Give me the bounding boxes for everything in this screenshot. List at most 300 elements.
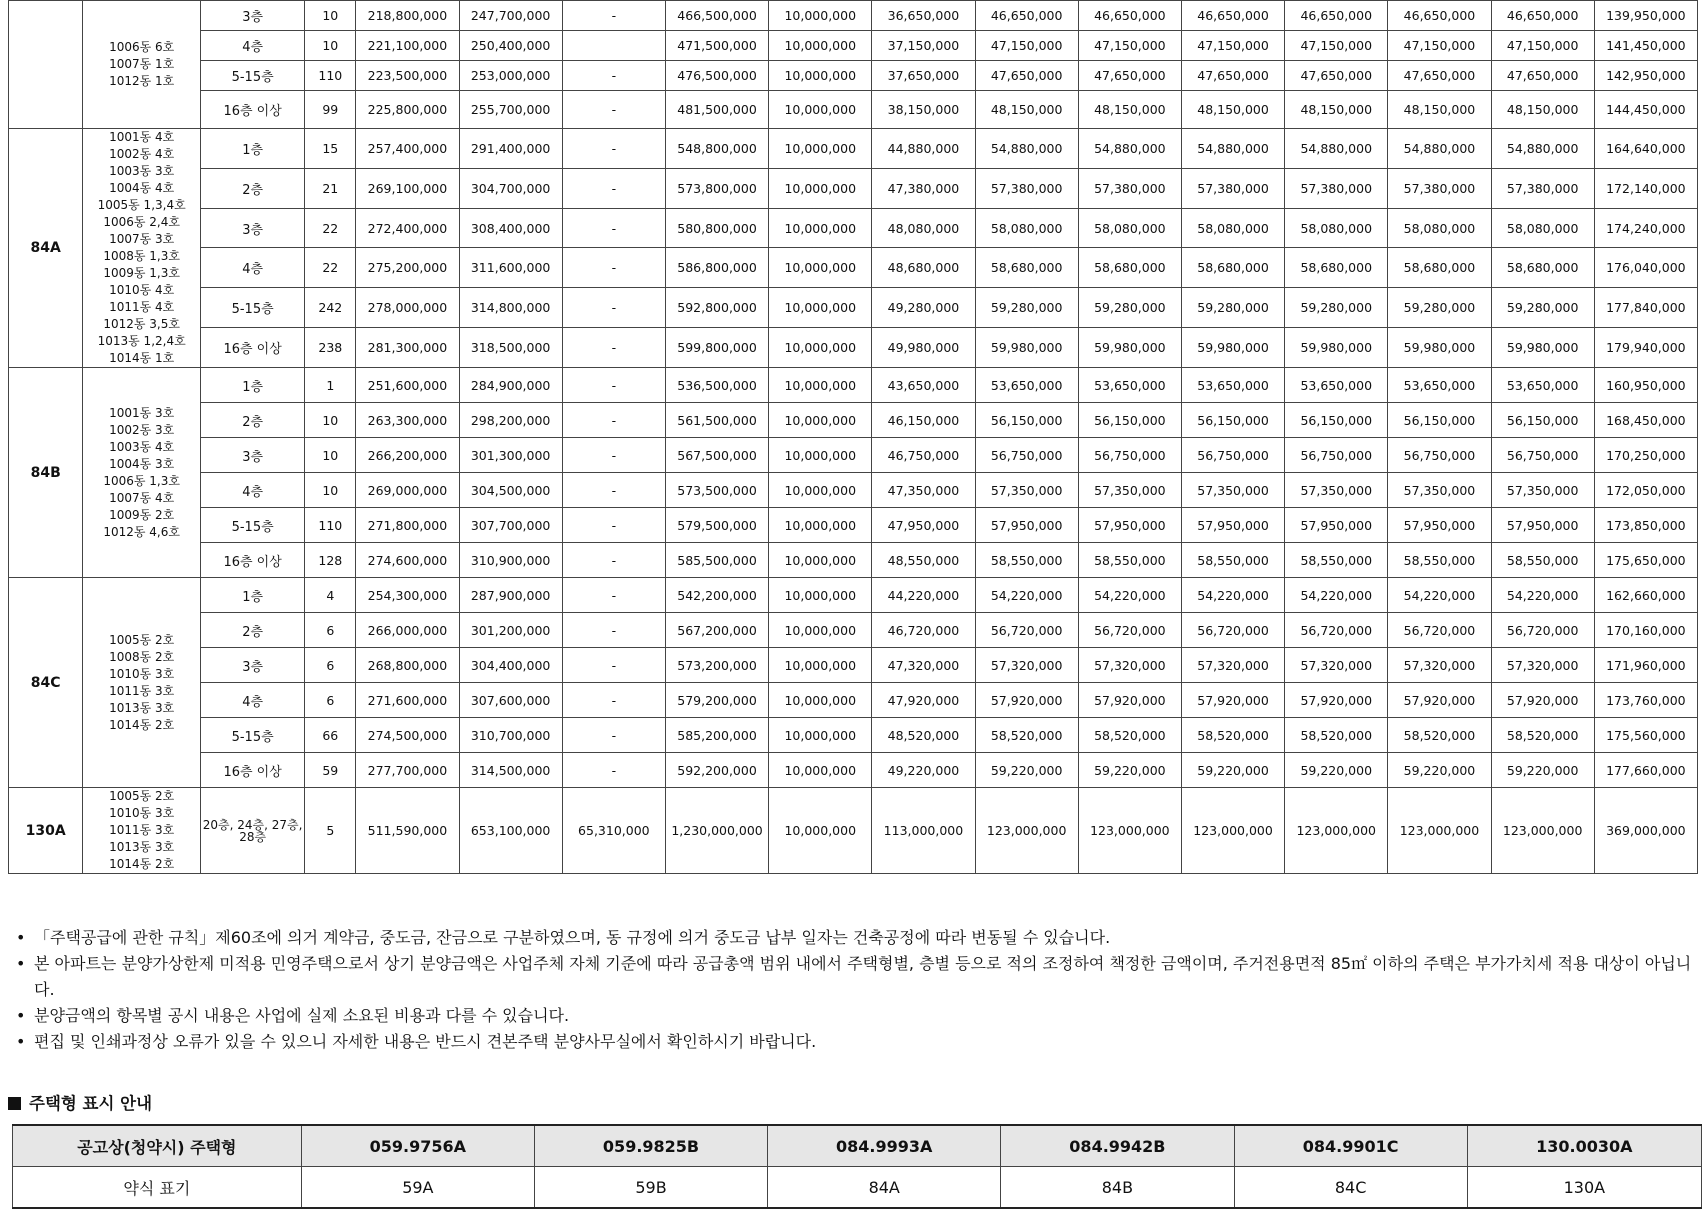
note-item <box>14 925 1694 951</box>
amount-cell: 57,350,000 <box>975 473 1078 508</box>
bullet: • <box>16 954 26 973</box>
amount-cell: 57,320,000 <box>975 648 1078 683</box>
amount-cell: 123,000,000 <box>1181 788 1284 874</box>
amount-cell: 274,500,000 <box>356 718 459 753</box>
amount-cell: 65,310,000 <box>562 788 665 874</box>
legend-code: 059.9825B <box>534 1125 767 1167</box>
unit-line: 1008동 2호 <box>109 649 175 664</box>
amount-cell: 58,550,000 <box>1078 543 1181 578</box>
price-row <box>9 288 1698 328</box>
amount-cell: 56,750,000 <box>1078 438 1181 473</box>
amount-cell: 57,320,000 <box>1181 648 1284 683</box>
price-row <box>9 328 1698 368</box>
amount-cell: 314,800,000 <box>459 288 562 328</box>
amount-cell: - <box>562 91 665 129</box>
amount-cell: 46,650,000 <box>1078 1 1181 31</box>
amount-cell: 218,800,000 <box>356 1 459 31</box>
floor-cell: 16층 이상 <box>200 543 304 578</box>
amount-cell: 47,150,000 <box>1078 31 1181 61</box>
amount-cell: 46,750,000 <box>872 438 975 473</box>
amount-cell: - <box>562 578 665 613</box>
amount-cell: 49,280,000 <box>872 288 975 328</box>
amount-cell: 164,640,000 <box>1594 129 1697 169</box>
amount-cell: 47,350,000 <box>872 473 975 508</box>
unit-line: 1014동 1호 <box>109 351 175 365</box>
amount-cell: 54,880,000 <box>1388 129 1491 169</box>
amount-cell: 174,240,000 <box>1594 208 1697 248</box>
unit-count-cell: 15 <box>305 129 356 169</box>
amount-cell: 56,750,000 <box>1181 438 1284 473</box>
amount-cell: 548,800,000 <box>665 129 768 169</box>
unit-line: 1005동 2호 <box>109 632 175 647</box>
amount-cell: 592,800,000 <box>665 288 768 328</box>
amount-cell: 177,840,000 <box>1594 288 1697 328</box>
amount-cell: 58,080,000 <box>1181 208 1284 248</box>
amount-cell: 251,600,000 <box>356 368 459 403</box>
amount-cell: 10,000,000 <box>769 61 872 91</box>
amount-cell: 53,650,000 <box>1078 368 1181 403</box>
housing-type-cell: 84B <box>9 368 83 578</box>
note-item <box>14 1029 1694 1055</box>
amount-cell: 49,980,000 <box>872 328 975 368</box>
housing-type-cell: 84A <box>9 129 83 368</box>
legend-row-label: 약식 표기 <box>13 1167 302 1209</box>
amount-cell: 144,450,000 <box>1594 91 1697 129</box>
note-text: 「주택공급에 관한 규칙」제60조에 의거 계약금, 중도금, 잔금으로 구분하였으며, 동 규정에 의거 중도금 납부 일자는 건축공정에 따라 변동될 수 있습니다. <box>34 928 1111 947</box>
amount-cell: 59,280,000 <box>1181 288 1284 328</box>
price-row <box>9 403 1698 438</box>
amount-cell: 304,700,000 <box>459 168 562 208</box>
amount-cell: 10,000,000 <box>769 168 872 208</box>
amount-cell: 58,680,000 <box>975 248 1078 288</box>
amount-cell: 54,220,000 <box>1285 578 1388 613</box>
unit-list-cell <box>83 1 201 129</box>
amount-cell: 476,500,000 <box>665 61 768 91</box>
amount-cell: 254,300,000 <box>356 578 459 613</box>
amount-cell: 58,550,000 <box>1285 543 1388 578</box>
amount-cell: 567,500,000 <box>665 438 768 473</box>
amount-cell: 10,000,000 <box>769 438 872 473</box>
amount-cell: 123,000,000 <box>1078 788 1181 874</box>
unit-line: 1011동 3호 <box>109 823 175 837</box>
amount-cell: 511,590,000 <box>356 788 459 874</box>
floor-cell: 16층 이상 <box>200 91 304 129</box>
price-table <box>8 0 1698 874</box>
amount-cell: 173,760,000 <box>1594 683 1697 718</box>
amount-cell: 253,000,000 <box>459 61 562 91</box>
floor-cell: 16층 이상 <box>200 328 304 368</box>
price-row <box>9 248 1698 288</box>
price-row <box>9 1 1698 31</box>
bullet: • <box>16 1032 26 1051</box>
amount-cell: 179,940,000 <box>1594 328 1697 368</box>
amount-cell: 314,500,000 <box>459 753 562 788</box>
price-row <box>9 208 1698 248</box>
amount-cell: 58,550,000 <box>1491 543 1594 578</box>
price-row <box>9 368 1698 403</box>
price-row <box>9 613 1698 648</box>
floor-cell: 5-15층 <box>200 508 304 543</box>
amount-cell: 10,000,000 <box>769 328 872 368</box>
floor-cell: 2층 <box>200 613 304 648</box>
floor-cell: 3층 <box>200 438 304 473</box>
amount-cell: 54,220,000 <box>975 578 1078 613</box>
amount-cell: 58,550,000 <box>1181 543 1284 578</box>
amount-cell: 221,100,000 <box>356 31 459 61</box>
amount-cell: 59,980,000 <box>975 328 1078 368</box>
unit-count-cell: 5 <box>305 788 356 874</box>
unit-line: 1012동 4,6호 <box>103 524 180 539</box>
unit-line: 1008동 1,3호 <box>103 249 180 263</box>
price-row <box>9 129 1698 169</box>
amount-cell: 307,600,000 <box>459 683 562 718</box>
amount-cell: 56,720,000 <box>1285 613 1388 648</box>
amount-cell: 58,080,000 <box>975 208 1078 248</box>
amount-cell: 49,220,000 <box>872 753 975 788</box>
housing-type-cell <box>9 1 83 129</box>
amount-cell: 48,550,000 <box>872 543 975 578</box>
amount-cell: 284,900,000 <box>459 368 562 403</box>
amount-cell: 58,520,000 <box>1491 718 1594 753</box>
unit-line: 1010동 3호 <box>109 806 175 820</box>
unit-line: 1006동 2,4호 <box>103 215 180 229</box>
amount-cell: 57,950,000 <box>1491 508 1594 543</box>
amount-cell: 47,150,000 <box>1181 31 1284 61</box>
unit-count-cell: 22 <box>305 248 356 288</box>
unit-line: 1014동 2호 <box>109 717 175 732</box>
amount-cell: 57,320,000 <box>1078 648 1181 683</box>
unit-count-cell: 22 <box>305 208 356 248</box>
amount-cell: 54,880,000 <box>1181 129 1284 169</box>
section-title-text: 주택형 표시 안내 <box>29 1094 153 1113</box>
amount-cell: 266,200,000 <box>356 438 459 473</box>
amount-cell: 46,150,000 <box>872 403 975 438</box>
floor-cell: 20층, 24층, 27층, 28층 <box>200 788 304 874</box>
unit-count-cell: 1 <box>305 368 356 403</box>
amount-cell: 47,650,000 <box>1181 61 1284 91</box>
amount-cell: 47,650,000 <box>1388 61 1491 91</box>
amount-cell: 54,880,000 <box>975 129 1078 169</box>
amount-cell: 57,380,000 <box>975 168 1078 208</box>
unit-line: 1005동 1,3,4호 <box>97 198 186 212</box>
unit-line: 1001동 4호 <box>109 130 175 144</box>
amount-cell: 58,550,000 <box>1388 543 1491 578</box>
amount-cell: 175,650,000 <box>1594 543 1697 578</box>
amount-cell: 56,750,000 <box>1388 438 1491 473</box>
amount-cell: 561,500,000 <box>665 403 768 438</box>
unit-count-cell: 6 <box>305 683 356 718</box>
amount-cell: 47,920,000 <box>872 683 975 718</box>
amount-cell: 59,220,000 <box>1078 753 1181 788</box>
unit-line: 1010동 4호 <box>109 283 175 297</box>
amount-cell: 56,720,000 <box>1388 613 1491 648</box>
price-row <box>9 753 1698 788</box>
amount-cell: - <box>562 473 665 508</box>
unit-line: 1009동 2호 <box>109 507 175 522</box>
amount-cell: 58,080,000 <box>1491 208 1594 248</box>
amount-cell: 57,950,000 <box>1181 508 1284 543</box>
unit-line: 1012동 1호 <box>109 74 175 88</box>
bullet: • <box>16 1006 26 1025</box>
amount-cell: 176,040,000 <box>1594 248 1697 288</box>
amount-cell: 59,220,000 <box>1388 753 1491 788</box>
amount-cell: 58,520,000 <box>1078 718 1181 753</box>
floor-cell: 1층 <box>200 578 304 613</box>
amount-cell: 47,320,000 <box>872 648 975 683</box>
amount-cell: 44,880,000 <box>872 129 975 169</box>
amount-cell: 46,720,000 <box>872 613 975 648</box>
amount-cell: 471,500,000 <box>665 31 768 61</box>
amount-cell: 46,650,000 <box>1285 1 1388 31</box>
unit-line: 1007동 1호 <box>109 57 175 71</box>
amount-cell: 272,400,000 <box>356 208 459 248</box>
price-row <box>9 91 1698 129</box>
unit-list-cell <box>83 788 201 874</box>
unit-count-cell: 21 <box>305 168 356 208</box>
amount-cell: 48,150,000 <box>975 91 1078 129</box>
amount-cell: 59,220,000 <box>975 753 1078 788</box>
amount-cell: 573,500,000 <box>665 473 768 508</box>
amount-cell: 37,650,000 <box>872 61 975 91</box>
floor-cell: 4층 <box>200 683 304 718</box>
amount-cell: 57,920,000 <box>1388 683 1491 718</box>
unit-line: 1010동 3호 <box>109 666 175 681</box>
square-bullet-icon <box>8 1097 21 1110</box>
legend-short: 59A <box>301 1167 534 1209</box>
price-row <box>9 578 1698 613</box>
amount-cell: 266,000,000 <box>356 613 459 648</box>
amount-cell: 10,000,000 <box>769 718 872 753</box>
amount-cell: 48,080,000 <box>872 208 975 248</box>
amount-cell: 57,920,000 <box>1181 683 1284 718</box>
amount-cell: 59,220,000 <box>1285 753 1388 788</box>
amount-cell: 287,900,000 <box>459 578 562 613</box>
unit-line: 1004동 3호 <box>109 456 175 471</box>
legend-header-label: 공고상(청약시) 주택형 <box>13 1125 302 1167</box>
housing-type-cell: 84C <box>9 578 83 788</box>
amount-cell: 56,720,000 <box>1181 613 1284 648</box>
amount-cell: 59,280,000 <box>1078 288 1181 328</box>
amount-cell: 47,650,000 <box>1491 61 1594 91</box>
amount-cell: 139,950,000 <box>1594 1 1697 31</box>
amount-cell: 653,100,000 <box>459 788 562 874</box>
amount-cell: 46,650,000 <box>975 1 1078 31</box>
amount-cell: 59,220,000 <box>1491 753 1594 788</box>
amount-cell: 225,800,000 <box>356 91 459 129</box>
unit-count-cell: 110 <box>305 508 356 543</box>
amount-cell: 59,980,000 <box>1078 328 1181 368</box>
amount-cell: 53,650,000 <box>1388 368 1491 403</box>
legend-code: 059.9756A <box>301 1125 534 1167</box>
floor-cell: 2층 <box>200 403 304 438</box>
floor-cell: 2층 <box>200 168 304 208</box>
amount-cell: 123,000,000 <box>1285 788 1388 874</box>
unit-count-cell: 4 <box>305 578 356 613</box>
amount-cell: 269,100,000 <box>356 168 459 208</box>
unit-line: 1002동 3호 <box>109 422 175 437</box>
price-row <box>9 473 1698 508</box>
floor-cell: 4층 <box>200 31 304 61</box>
amount-cell: - <box>562 368 665 403</box>
amount-cell: 48,150,000 <box>1285 91 1388 129</box>
unit-line: 1006동 1,3호 <box>103 473 180 488</box>
unit-count-cell: 6 <box>305 648 356 683</box>
amount-cell: - <box>562 718 665 753</box>
amount-cell: 59,280,000 <box>1388 288 1491 328</box>
amount-cell: 172,050,000 <box>1594 473 1697 508</box>
amount-cell: - <box>562 288 665 328</box>
amount-cell: 57,380,000 <box>1388 168 1491 208</box>
amount-cell: 113,000,000 <box>872 788 975 874</box>
amount-cell: 54,880,000 <box>1285 129 1388 169</box>
amount-cell: 255,700,000 <box>459 91 562 129</box>
amount-cell: 58,680,000 <box>1491 248 1594 288</box>
amount-cell: - <box>562 248 665 288</box>
amount-cell: 567,200,000 <box>665 613 768 648</box>
unit-count-cell: 242 <box>305 288 356 328</box>
amount-cell: 123,000,000 <box>1388 788 1491 874</box>
amount-cell: 369,000,000 <box>1594 788 1697 874</box>
unit-line: 1003동 3호 <box>109 164 175 178</box>
amount-cell: 56,150,000 <box>975 403 1078 438</box>
amount-cell: 56,150,000 <box>1388 403 1491 438</box>
amount-cell: - <box>562 753 665 788</box>
unit-list-cell <box>83 368 201 578</box>
amount-cell: 57,920,000 <box>975 683 1078 718</box>
amount-cell: 56,750,000 <box>975 438 1078 473</box>
amount-cell: 57,920,000 <box>1491 683 1594 718</box>
unit-count-cell: 10 <box>305 403 356 438</box>
amount-cell: 57,380,000 <box>1285 168 1388 208</box>
amount-cell: 162,660,000 <box>1594 578 1697 613</box>
unit-line: 1002동 4호 <box>109 147 175 161</box>
amount-cell: 57,380,000 <box>1491 168 1594 208</box>
amount-cell: 48,150,000 <box>1491 91 1594 129</box>
housing-type-cell: 130A <box>9 788 83 874</box>
amount-cell: 46,650,000 <box>1388 1 1491 31</box>
amount-cell: 47,650,000 <box>1285 61 1388 91</box>
amount-cell: 57,950,000 <box>1285 508 1388 543</box>
amount-cell: 579,500,000 <box>665 508 768 543</box>
amount-cell: 310,700,000 <box>459 718 562 753</box>
amount-cell: - <box>562 208 665 248</box>
amount-cell: 54,220,000 <box>1491 578 1594 613</box>
amount-cell: 170,160,000 <box>1594 613 1697 648</box>
amount-cell: 10,000,000 <box>769 788 872 874</box>
legend-value-row <box>13 1167 1702 1209</box>
amount-cell: 177,660,000 <box>1594 753 1697 788</box>
amount-cell: 56,750,000 <box>1285 438 1388 473</box>
floor-cell: 5-15층 <box>200 718 304 753</box>
amount-cell: 58,080,000 <box>1388 208 1491 248</box>
note-item <box>14 1003 1694 1029</box>
unit-line: 1006동 6호 <box>109 40 175 54</box>
amount-cell: 48,150,000 <box>1078 91 1181 129</box>
amount-cell: 54,220,000 <box>1078 578 1181 613</box>
legend-code: 084.9942B <box>1001 1125 1234 1167</box>
bullet: • <box>16 928 26 947</box>
amount-cell: 59,980,000 <box>1181 328 1284 368</box>
amount-cell: 599,800,000 <box>665 328 768 368</box>
amount-cell: 318,500,000 <box>459 328 562 368</box>
amount-cell: 580,800,000 <box>665 208 768 248</box>
legend-short: 84B <box>1001 1167 1234 1209</box>
unit-count-cell: 128 <box>305 543 356 578</box>
amount-cell: 304,400,000 <box>459 648 562 683</box>
amount-cell: 48,150,000 <box>1388 91 1491 129</box>
amount-cell: - <box>562 403 665 438</box>
amount-cell: 311,600,000 <box>459 248 562 288</box>
amount-cell: 278,000,000 <box>356 288 459 328</box>
amount-cell: 47,380,000 <box>872 168 975 208</box>
amount-cell: 123,000,000 <box>1491 788 1594 874</box>
unit-count-cell: 10 <box>305 438 356 473</box>
amount-cell: 277,700,000 <box>356 753 459 788</box>
amount-cell: 47,650,000 <box>975 61 1078 91</box>
section-title <box>8 1090 152 1114</box>
amount-cell: 585,500,000 <box>665 543 768 578</box>
housing-type-legend-table <box>12 1124 1702 1209</box>
amount-cell: 298,200,000 <box>459 403 562 438</box>
amount-cell: 269,000,000 <box>356 473 459 508</box>
amount-cell: 53,650,000 <box>1491 368 1594 403</box>
price-row <box>9 683 1698 718</box>
amount-cell: 57,920,000 <box>1285 683 1388 718</box>
amount-cell: 10,000,000 <box>769 403 872 438</box>
amount-cell: 56,720,000 <box>975 613 1078 648</box>
amount-cell: 57,320,000 <box>1388 648 1491 683</box>
amount-cell: 173,850,000 <box>1594 508 1697 543</box>
unit-line: 1013동 1,2,4호 <box>97 334 186 348</box>
floor-cell: 5-15층 <box>200 61 304 91</box>
amount-cell: - <box>562 61 665 91</box>
amount-cell: 58,080,000 <box>1078 208 1181 248</box>
unit-line: 1011동 3호 <box>109 683 175 698</box>
amount-cell: 57,350,000 <box>1285 473 1388 508</box>
amount-cell: 466,500,000 <box>665 1 768 31</box>
amount-cell: 307,700,000 <box>459 508 562 543</box>
amount-cell: - <box>562 648 665 683</box>
unit-count-cell: 110 <box>305 61 356 91</box>
amount-cell: 263,300,000 <box>356 403 459 438</box>
amount-cell: 542,200,000 <box>665 578 768 613</box>
amount-cell: 59,280,000 <box>975 288 1078 328</box>
amount-cell: 54,880,000 <box>1078 129 1181 169</box>
amount-cell: - <box>562 613 665 648</box>
amount-cell: 10,000,000 <box>769 683 872 718</box>
amount-cell: 271,800,000 <box>356 508 459 543</box>
legend-code: 084.9901C <box>1234 1125 1467 1167</box>
amount-cell: 47,150,000 <box>1388 31 1491 61</box>
amount-cell: 168,450,000 <box>1594 403 1697 438</box>
amount-cell: 57,950,000 <box>975 508 1078 543</box>
amount-cell: 54,880,000 <box>1491 129 1594 169</box>
legend-short: 84C <box>1234 1167 1467 1209</box>
amount-cell: 10,000,000 <box>769 473 872 508</box>
amount-cell: 10,000,000 <box>769 368 872 403</box>
notes <box>14 925 1694 1055</box>
amount-cell: 53,650,000 <box>975 368 1078 403</box>
amount-cell: 57,950,000 <box>1078 508 1181 543</box>
amount-cell: 56,150,000 <box>1285 403 1388 438</box>
amount-cell: 281,300,000 <box>356 328 459 368</box>
note-text: 본 아파트는 분양가상한제 미적용 민영주택으로서 상기 분양금액은 사업주체 자체 기준에 따라 공급총액 범위 내에서 주택형별, 층별 등으로 적의 조정하여 책정한 금액이며, 주거전용면적 85㎡ 이하의 주택은 부가가치세 적용 대상이 아닙니다. <box>34 954 1692 999</box>
amount-cell: 53,650,000 <box>1285 368 1388 403</box>
unit-list-cell <box>83 129 201 368</box>
amount-cell: 57,380,000 <box>1078 168 1181 208</box>
amount-cell: 592,200,000 <box>665 753 768 788</box>
unit-list-cell <box>83 578 201 788</box>
